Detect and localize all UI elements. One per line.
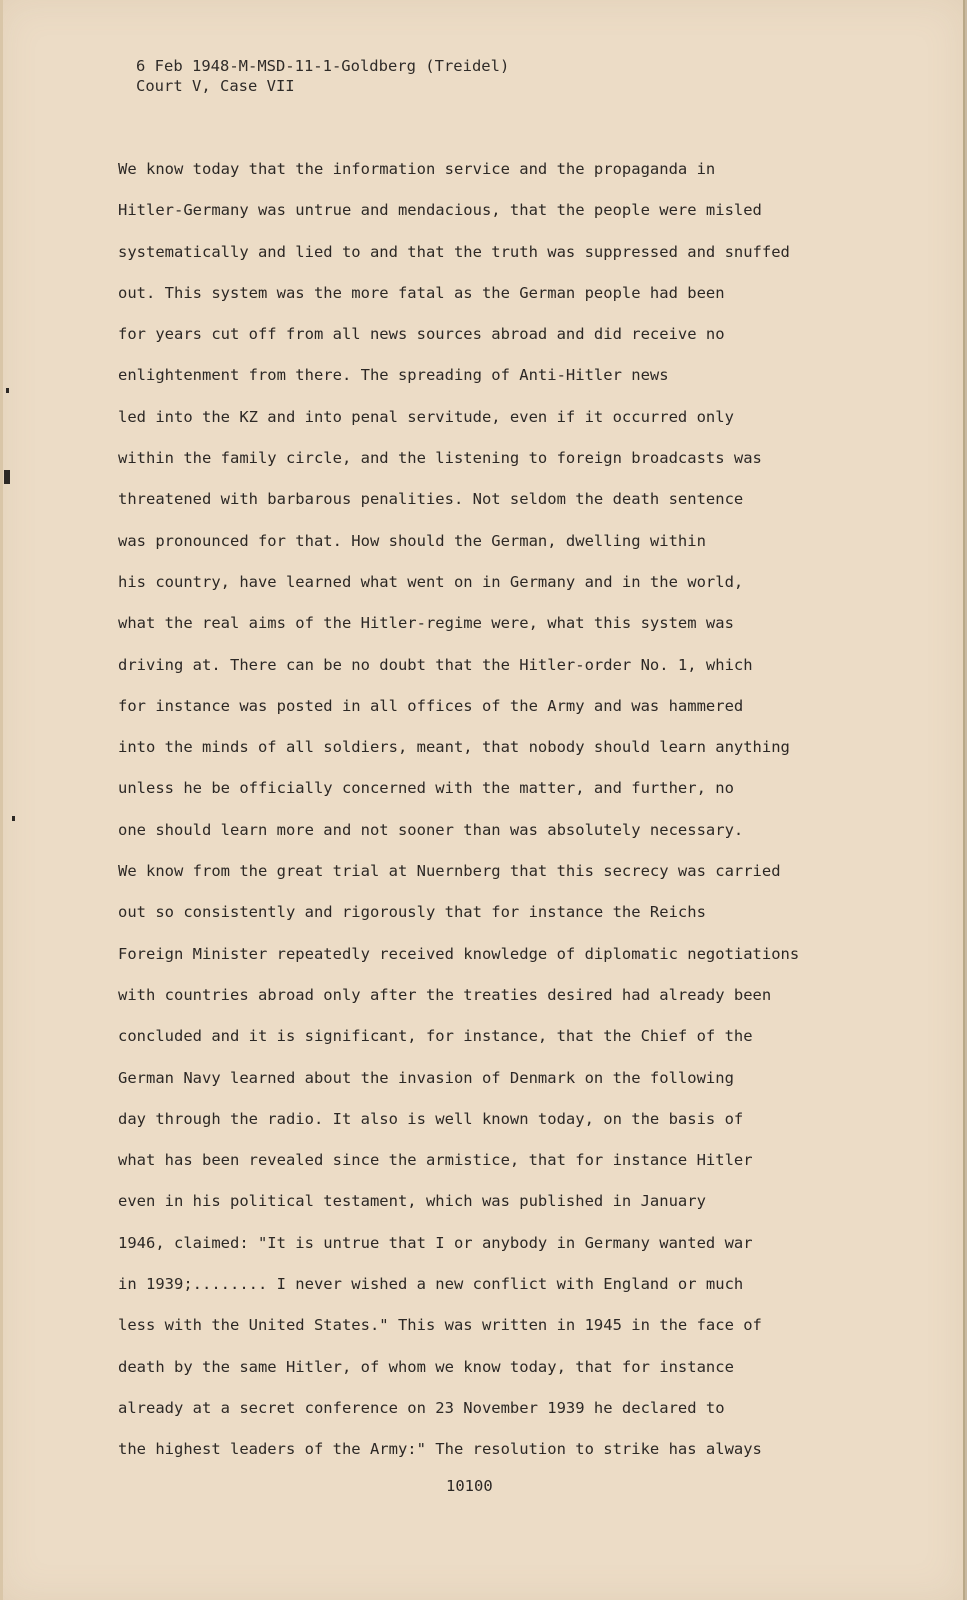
text-line: death by the same Hitler, of whom we know today, that for instance: [118, 1357, 734, 1376]
text-line: led into the KZ and into penal servitude, even if it occurred only: [118, 407, 734, 426]
text-line: was pronounced for that. How should the German, dwelling within: [118, 531, 706, 550]
text-line: Foreign Minister repeatedly received knowledge of diplomatic negotiations: [118, 944, 800, 963]
page-edge: [0, 0, 3, 1600]
page-number: 10100: [446, 1477, 493, 1495]
text-line: for instance was posted in all offices of the Army and was hammered: [118, 696, 744, 715]
document-header: [136, 56, 509, 96]
text-line: even in his political testament, which was published in January: [118, 1192, 706, 1211]
header-line-2: Court V, Case VII: [136, 77, 295, 95]
header-line-1: 6 Feb 1948-M-MSD-11-1-Goldberg (Treidel): [136, 57, 510, 75]
text-line: in 1939;........ I never wished a new conflict with England or much: [118, 1275, 744, 1294]
text-line: driving at. There can be no doubt that the Hitler-order No. 1, which: [118, 655, 753, 674]
text-line: one should learn more and not sooner than was absolutely necessary.: [118, 820, 744, 839]
text-line: Hitler-Germany was untrue and mendacious, that the people were misled: [118, 201, 762, 220]
text-line: already at a secret conference on 23 November 1939 he declared to: [118, 1398, 725, 1417]
text-line: the highest leaders of the Army:" The resolution to strike has always: [118, 1440, 762, 1459]
text-line: what has been revealed since the armistice, that for instance Hitler: [118, 1151, 753, 1170]
text-line: with countries abroad only after the treaties desired had already been: [118, 985, 772, 1004]
text-line: within the family circle, and the listening to foreign broadcasts was: [118, 449, 762, 468]
margin-mark: [6, 388, 9, 393]
text-line: day through the radio. It also is well known today, on the basis of: [118, 1109, 744, 1128]
text-line: German Navy learned about the invasion of Denmark on the following: [118, 1068, 734, 1087]
text-line: We know from the great trial at Nuernberg that this secrecy was carried: [118, 862, 781, 881]
margin-mark: [12, 816, 15, 821]
text-line: what the real aims of the Hitler-regime were, what this system was: [118, 614, 734, 633]
text-line: unless he be officially concerned with the matter, and further, no: [118, 779, 734, 798]
text-line: systematically and lied to and that the truth was suppressed and snuffed: [118, 242, 790, 261]
transcript-body: [118, 157, 878, 1479]
text-line: concluded and it is significant, for instance, that the Chief of the: [118, 1027, 753, 1046]
text-line: out so consistently and rigorously that for instance the Reichs: [118, 903, 706, 922]
margin-mark: [4, 470, 10, 484]
text-line: enlightenment from there. The spreading of Anti-Hitler news: [118, 366, 669, 385]
text-line: for years cut off from all news sources abroad and did receive no: [118, 325, 725, 344]
text-line: into the minds of all soldiers, meant, that nobody should learn anything: [118, 738, 790, 757]
text-line: 1946, claimed: "It is untrue that I or anybody in Germany wanted war: [118, 1233, 753, 1252]
text-line: We know today that the information service and the propaganda in: [118, 160, 716, 178]
text-line: less with the United States." This was written in 1945 in the face of: [118, 1316, 762, 1335]
text-line: threatened with barbarous penalities. Not seldom the death sentence: [118, 490, 744, 509]
text-line: his country, have learned what went on in Germany and in the world,: [118, 572, 744, 591]
text-line: out. This system was the more fatal as the German people had been: [118, 283, 725, 302]
